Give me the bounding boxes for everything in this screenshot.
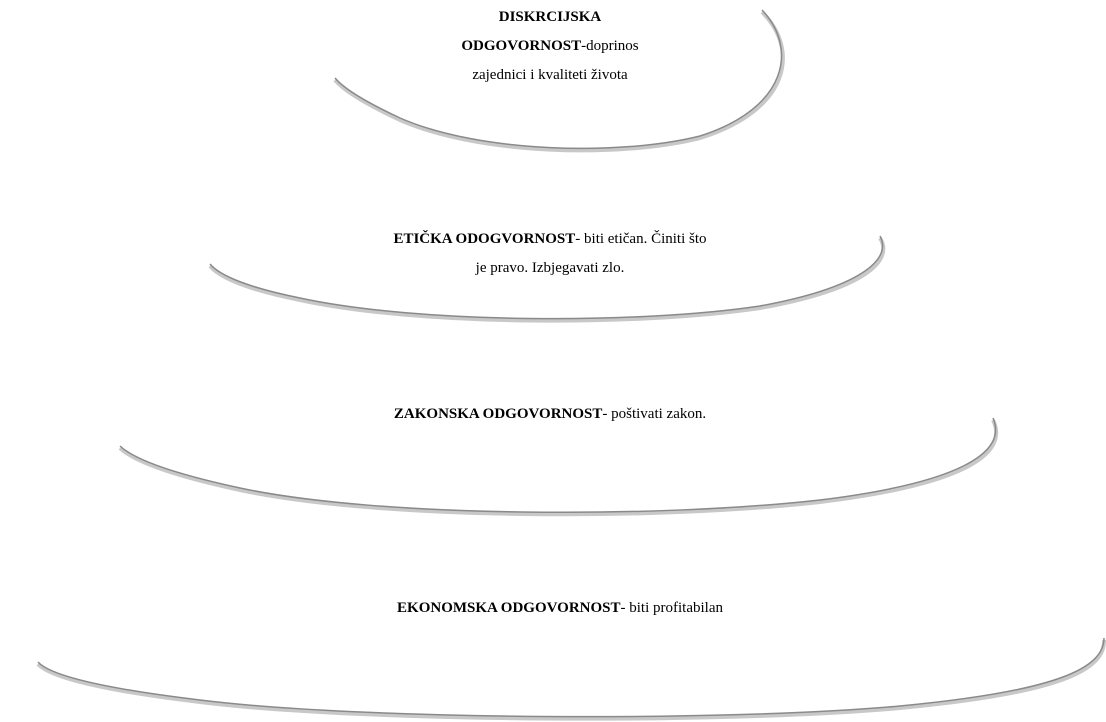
ethical-line2	[290, 254, 810, 283]
legal-heading: ZAKONSKA ODGOVORNOST	[393, 406, 603, 422]
discretionary-heading-line1: DISKRCIJSKA	[498, 9, 602, 25]
discretionary-line1	[400, 3, 700, 32]
discretionary-line2	[400, 32, 700, 61]
ellipse-economic	[38, 638, 1104, 719]
economic-heading: EKONOMSKA ODGOVORNOST	[397, 600, 621, 616]
legal-desc: - poštivati zakon.	[602, 406, 707, 422]
ethical-heading: ETIČKA ODOGVORNOST	[393, 231, 576, 247]
ethical-desc-line1: - biti etičan. Činiti što	[575, 231, 707, 247]
discretionary-desc-line3: zajednici i kvaliteti života	[472, 67, 628, 83]
label-legal	[240, 400, 860, 429]
economic-desc: - biti profitabilan	[620, 600, 723, 616]
ethical-line1	[290, 225, 810, 254]
label-economic	[260, 594, 860, 623]
discretionary-heading-line2: ODGOVORNOST	[461, 38, 582, 54]
ethical-desc-line2: je pravo. Izbjegavati zlo.	[475, 260, 625, 276]
ellipse-legal	[120, 418, 996, 514]
discretionary-line3	[400, 61, 700, 90]
label-ethical	[290, 225, 810, 283]
discretionary-desc-line2: -doprinos	[581, 38, 639, 54]
label-discretionary	[400, 3, 700, 90]
